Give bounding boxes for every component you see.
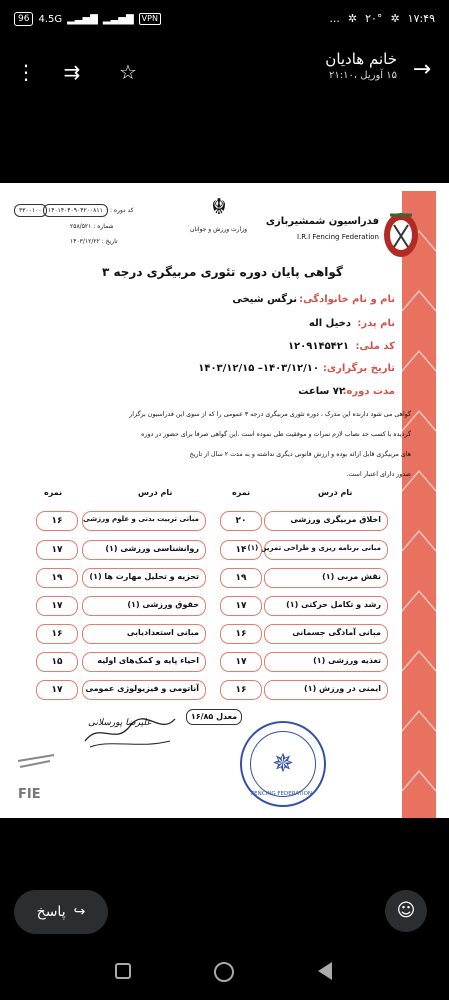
status-bar [0, 0, 449, 42]
star-icon[interactable]: ☆ [119, 60, 137, 84]
course-name: احیاء پایه و کمک‌های اولیه [97, 656, 199, 665]
signature-icon [80, 711, 180, 751]
course-score: ۱۷ [220, 652, 262, 672]
sync-icon: ✲ [390, 12, 400, 25]
ministry-name: وزارت ورزش و جوانان [190, 226, 248, 233]
code-value: ۱۲۰۹۱۴۵۴۲۱ [287, 341, 349, 352]
course-name: نقش مربی (۱) [322, 572, 381, 581]
table-row [82, 624, 206, 644]
table-row [264, 511, 388, 531]
average-badge: معدل ۱۶/۸۵ [186, 709, 242, 725]
table-row [82, 540, 206, 560]
course-score: ۱۵ [36, 652, 78, 672]
doc-code-badge-2: ۳۳۰۰۱۰۰ [14, 204, 47, 217]
name-label: نام و نام خانوادگی: [299, 294, 395, 305]
right-col-score-header: نمره [232, 488, 251, 497]
fie-logo-icon [14, 753, 58, 773]
reply-label: پاسخ [36, 904, 66, 920]
para-line-2: گردیده با کسب حد نصاب لازم نمرات و موفقیت طی نموده است .این گواهی صرفا برای حضور در دوره [141, 431, 411, 438]
sender-info [325, 50, 397, 81]
course-name: آناتومی و فیزیولوژی عمومی [85, 684, 199, 693]
network-indicator: 4.5G [38, 13, 63, 25]
course-score: ۱۶ [36, 624, 78, 644]
father-value: دخیل اله [308, 318, 351, 329]
course-score: ۱۶ [220, 624, 262, 644]
certificate-heading: گواهی پایان دوره تئوری مربیگری درجه ۳ [102, 265, 343, 279]
battery-indicator: 96 [14, 12, 33, 26]
clock: ۱۷:۴۹ [407, 12, 435, 25]
code-label: کد ملی: [355, 341, 395, 352]
course-name: مبانی برنامه ریزی و طراحی تمرین (۱) [247, 544, 381, 552]
table-row [264, 568, 388, 588]
temperature: ۲۰° [365, 12, 383, 25]
federation-stamp-icon: ✵ [240, 721, 326, 807]
table-row [264, 624, 388, 644]
right-col-course-header: نام درس [318, 488, 353, 497]
para-line-1: گواهی می شود دارنده این مدرک ، دوره تئوری مربیگری درجه ۳ عمومی را که از سوی این فدراسیون برگزار [129, 411, 411, 418]
table-row [82, 652, 206, 672]
weather-icon: ✲ [347, 12, 358, 25]
sender-name: خانم هادیان [325, 50, 397, 68]
status-right [329, 12, 435, 25]
course-score: ۱۴ [220, 540, 262, 560]
signer-name: علیرضا پورسلانی [88, 718, 152, 728]
stamp-text: FENCING FEDERATION [251, 791, 313, 797]
table-row [82, 680, 206, 700]
fie-logo-text: FIE [18, 787, 41, 802]
dates-label: تاریخ برگزاری: [322, 363, 395, 374]
certificate-image[interactable] [0, 183, 449, 818]
doc-number: شماره : ۲۵۸/۵۲۱ [70, 223, 114, 230]
federation-name-en: I.R.I Fencing Federation [297, 233, 379, 241]
course-name: مبانی تربیت بدنی و علوم ورزشی [83, 515, 199, 523]
course-name: روانشناسی ورزشی (۱) [105, 544, 199, 553]
reply-icon: ↪ [73, 904, 86, 920]
para-line-3: های مربیگری قابل ارائه بوده و ارزش قانونی دیگری نداشته و به مدت ۲ سال از تاریخ [189, 451, 411, 458]
table-row [82, 568, 206, 588]
table-row [264, 652, 388, 672]
course-name: ایمنی در ورزش (۱) [304, 684, 381, 693]
status-left [14, 12, 161, 26]
status-dots: ... [329, 12, 340, 25]
federation-logo-icon [380, 207, 422, 263]
back-nav-icon[interactable] [318, 962, 332, 980]
pattern-icon [402, 191, 436, 818]
course-score: ۱۶ [220, 680, 262, 700]
dates-value: ۱۴۰۳/۱۲/۱۰– ۱۴۰۳/۱۲/۱۵ [198, 363, 319, 374]
course-name: رشد و تکامل حرکتی (۱) [286, 600, 381, 609]
signal-icon-2: ▂▃▅▇ [102, 13, 134, 25]
course-score: ۱۷ [36, 540, 78, 560]
signal-icon: ▂▃▅▇ [67, 13, 98, 25]
message-date: ۱۵ آوریل ،۲۱:۱۰ [329, 70, 397, 81]
doc-code-label: کد دوره : [110, 207, 134, 214]
course-score: ۱۷ [36, 596, 78, 616]
course-name: حقوق ورزشی (۱) [127, 600, 199, 609]
back-arrow-icon[interactable]: → [412, 57, 432, 82]
course-name: مبانی آمادگی جسمانی [292, 628, 381, 637]
federation-name: فدراسیون شمشیربازی [265, 216, 379, 227]
name-value: نرگس شیخی [232, 294, 297, 305]
left-col-score-header: نمره [44, 488, 63, 497]
recent-apps-icon[interactable] [115, 963, 131, 979]
forward-icon[interactable]: ⇉ [63, 60, 81, 84]
course-score: ۱۹ [36, 568, 78, 588]
reply-button[interactable] [14, 890, 108, 934]
decorative-strip [402, 191, 436, 818]
left-col-course-header: نام درس [138, 488, 173, 497]
para-line-4: صدور دارای اعتبار است. [346, 471, 411, 478]
course-score: ۱۷ [36, 680, 78, 700]
course-name: تغذیه ورزشی (۱) [313, 656, 381, 665]
emoji-react-icon[interactable]: ☺ [385, 890, 427, 932]
emblem-icon: ☬ [211, 195, 227, 220]
table-row [264, 596, 388, 616]
course-score: ۱۹ [220, 568, 262, 588]
duration-value: ۷۲ ساعت [298, 386, 345, 397]
course-name: تجزیه و تحلیل مهارت ها (۱) [89, 572, 199, 581]
doc-date: تاریخ : ۱۴۰۳/۱۲/۲۲ [70, 238, 118, 245]
course-name: اخلاق مربیگری ورزشی [290, 515, 381, 524]
doc-code-badge: ۱۴۰۱۴۰۴۰۹۰۴۲۰۰۸۱۱ [43, 204, 108, 217]
duration-label: مدت دوره: [342, 386, 395, 397]
menu-icon[interactable]: ⋮ [16, 60, 36, 84]
table-row [82, 596, 206, 616]
home-icon[interactable] [214, 962, 234, 982]
course-score: ۱۷ [220, 596, 262, 616]
table-row [82, 511, 206, 531]
course-score: ۲۰ [220, 511, 262, 531]
table-row [264, 680, 388, 700]
course-score: ۱۶ [36, 511, 78, 531]
table-row [247, 540, 388, 560]
course-name: مبانی استعدادیابی [126, 628, 199, 637]
father-label: نام پدر: [357, 318, 395, 329]
vpn-badge: VPN [139, 13, 161, 25]
